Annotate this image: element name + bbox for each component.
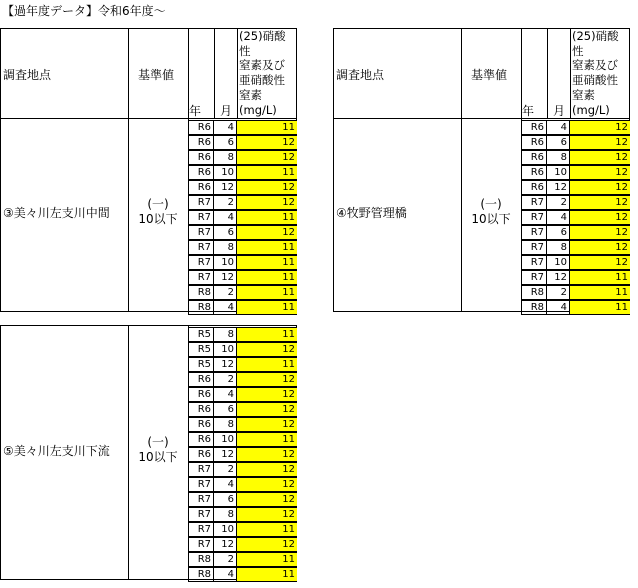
month-cell: 10: [214, 522, 237, 537]
month-cell: 2: [547, 195, 570, 210]
month-cell: 12: [547, 270, 570, 285]
value-cell: 11: [237, 432, 297, 447]
site-name: ④牧野管理橋: [336, 206, 407, 220]
month-cell: 6: [547, 225, 570, 240]
value-cell: 12: [237, 462, 297, 477]
year-cell: R6: [521, 150, 547, 165]
value-cell: 12: [237, 507, 297, 522]
header-item-line: (mg/L): [572, 102, 610, 117]
year-cell: R8: [188, 285, 214, 300]
header-year: 年: [522, 104, 535, 118]
value-cell: 12: [237, 492, 297, 507]
header-month: 月: [553, 104, 566, 118]
value-cell: 11: [237, 270, 297, 285]
value-cell: 12: [570, 165, 630, 180]
month-cell: 4: [214, 387, 237, 402]
value-cell: 11: [237, 357, 297, 372]
year-cell: R8: [521, 300, 547, 315]
month-cell: 10: [547, 165, 570, 180]
value-cell: 11: [237, 210, 297, 225]
header-standard: 基準値: [471, 68, 508, 82]
header-item-line: (mg/L): [239, 102, 277, 117]
year-cell: R6: [521, 180, 547, 195]
header-item: [572, 29, 630, 117]
value-cell: 11: [570, 285, 630, 300]
year-cell: R7: [521, 240, 547, 255]
header-divider: [461, 28, 462, 118]
year-cell: R7: [521, 270, 547, 285]
header-item-line: (25)硝酸: [239, 29, 286, 43]
header-site: 調査地点: [3, 68, 52, 82]
year-cell: R6: [188, 432, 214, 447]
month-cell: 2: [214, 552, 237, 567]
year-cell: R7: [188, 240, 214, 255]
value-cell: 11: [570, 300, 630, 315]
month-cell: 8: [547, 240, 570, 255]
year-cell: R6: [188, 150, 214, 165]
value-cell: 12: [237, 477, 297, 492]
year-cell: R8: [188, 300, 214, 315]
month-cell: 10: [547, 255, 570, 270]
value-cell: 11: [237, 255, 297, 270]
value-cell: 11: [570, 270, 630, 285]
value-cell: 12: [570, 180, 630, 195]
year-cell: R5: [188, 327, 214, 342]
year-cell: R5: [188, 357, 214, 372]
header-item-line: 窒素: [572, 87, 595, 102]
value-cell: 11: [237, 300, 297, 315]
standard-line: (一): [147, 434, 169, 449]
header-item-line: 窒素: [239, 87, 262, 102]
year-cell: R6: [188, 402, 214, 417]
year-cell: R7: [188, 537, 214, 552]
month-cell: 12: [214, 447, 237, 462]
value-cell: 11: [237, 567, 297, 582]
month-cell: 10: [214, 342, 237, 357]
month-cell: 8: [547, 150, 570, 165]
month-cell: 6: [547, 135, 570, 150]
month-cell: 10: [214, 432, 237, 447]
month-cell: 8: [214, 150, 237, 165]
month-cell: 6: [214, 135, 237, 150]
data-table: [0, 325, 297, 580]
year-cell: R7: [188, 255, 214, 270]
year-cell: R8: [188, 567, 214, 582]
year-cell: R6: [188, 180, 214, 195]
value-cell: 11: [237, 552, 297, 567]
value-cell: 12: [570, 135, 630, 150]
month-cell: 2: [214, 462, 237, 477]
month-cell: 8: [214, 417, 237, 432]
value-cell: 12: [237, 387, 297, 402]
year-cell: R7: [521, 225, 547, 240]
month-cell: 12: [214, 357, 237, 372]
standard-line: (一): [480, 197, 502, 211]
data-table: [333, 28, 630, 312]
month-cell: 10: [214, 165, 237, 180]
year-cell: R7: [188, 477, 214, 492]
standard-line: (一): [147, 197, 169, 211]
year-cell: R6: [188, 372, 214, 387]
year-cell: R6: [521, 120, 547, 135]
value-cell: 11: [237, 240, 297, 255]
year-cell: R8: [521, 285, 547, 300]
value-cell: 12: [237, 180, 297, 195]
value-cell: 12: [570, 210, 630, 225]
value-cell: 11: [237, 120, 297, 135]
year-cell: R6: [188, 135, 214, 150]
value-cell: 12: [237, 135, 297, 150]
year-cell: R7: [521, 195, 547, 210]
value-cell: 12: [237, 402, 297, 417]
header-divider: [547, 28, 548, 118]
month-cell: 12: [547, 180, 570, 195]
month-cell: 12: [214, 180, 237, 195]
standard-line: 10以下: [471, 212, 511, 226]
month-cell: 2: [214, 372, 237, 387]
value-cell: 12: [237, 225, 297, 240]
year-cell: R6: [188, 417, 214, 432]
header-divider: [521, 28, 522, 118]
header-item-line: 窒素及び: [239, 58, 285, 73]
month-cell: 4: [547, 210, 570, 225]
value-cell: 11: [237, 522, 297, 537]
header-item-line: 窒素及び: [572, 58, 618, 73]
value-cell: 12: [237, 372, 297, 387]
year-cell: R7: [188, 522, 214, 537]
header-item-line: 亜硝酸性: [572, 73, 618, 88]
header-month: 月: [220, 104, 233, 118]
month-cell: 2: [214, 285, 237, 300]
year-cell: R6: [521, 165, 547, 180]
month-cell: 6: [214, 402, 237, 417]
value-cell: 12: [570, 240, 630, 255]
header-divider: [237, 28, 238, 118]
year-cell: R6: [521, 135, 547, 150]
standard-value: [128, 435, 188, 465]
month-cell: 4: [214, 210, 237, 225]
header-item-line: 性: [239, 43, 251, 58]
year-cell: R6: [188, 447, 214, 462]
header-item: [239, 29, 297, 117]
value-cell: 11: [237, 327, 297, 342]
value-cell: 12: [237, 150, 297, 165]
month-cell: 4: [214, 120, 237, 135]
year-cell: R7: [188, 270, 214, 285]
header-standard: 基準値: [138, 68, 175, 82]
value-cell: 12: [237, 447, 297, 462]
month-cell: 2: [214, 195, 237, 210]
value-cell: 11: [237, 285, 297, 300]
year-cell: R7: [188, 492, 214, 507]
value-cell: 12: [237, 537, 297, 552]
value-cell: 12: [237, 342, 297, 357]
site-name: ⑤美々川左支川下流: [3, 443, 110, 458]
header-item-line: 亜硝酸性: [239, 73, 285, 88]
year-cell: R8: [188, 552, 214, 567]
month-cell: 12: [214, 270, 237, 285]
header-divider: [214, 28, 215, 118]
month-cell: 8: [214, 240, 237, 255]
month-cell: 8: [214, 327, 237, 342]
month-cell: 4: [214, 477, 237, 492]
value-cell: 12: [237, 195, 297, 210]
header-item-line: (25)硝酸: [572, 29, 619, 43]
value-cell: 12: [570, 255, 630, 270]
month-cell: 4: [547, 120, 570, 135]
header-site: 調査地点: [336, 68, 385, 82]
month-cell: 4: [214, 567, 237, 582]
year-cell: R7: [521, 210, 547, 225]
year-cell: R6: [188, 165, 214, 180]
year-cell: R7: [521, 255, 547, 270]
standard-line: 10以下: [138, 212, 178, 226]
month-cell: 8: [214, 507, 237, 522]
month-cell: 12: [214, 537, 237, 552]
month-cell: 4: [214, 300, 237, 315]
month-cell: 4: [547, 300, 570, 315]
month-cell: 6: [214, 492, 237, 507]
year-cell: R7: [188, 210, 214, 225]
year-cell: R7: [188, 507, 214, 522]
year-cell: R7: [188, 195, 214, 210]
value-cell: 12: [570, 195, 630, 210]
value-cell: 11: [237, 165, 297, 180]
header-divider: [570, 28, 571, 118]
value-cell: 12: [570, 120, 630, 135]
month-cell: 2: [547, 285, 570, 300]
standard-value: [128, 197, 188, 227]
header-item-line: 性: [572, 43, 584, 58]
year-cell: R6: [188, 387, 214, 402]
page-title: 【過年度データ】令和6年度～: [2, 4, 166, 18]
site-name: ③美々川左支川中間: [3, 206, 110, 220]
value-cell: 12: [237, 417, 297, 432]
month-cell: 10: [214, 255, 237, 270]
year-cell: R6: [188, 120, 214, 135]
standard-line: 10以下: [138, 449, 178, 464]
header-divider: [188, 28, 189, 118]
year-cell: R7: [188, 462, 214, 477]
year-cell: R7: [188, 225, 214, 240]
standard-value: [461, 197, 521, 227]
header-divider: [128, 28, 129, 118]
value-cell: 12: [570, 150, 630, 165]
value-cell: 12: [570, 225, 630, 240]
data-table: [0, 28, 297, 312]
header-year: 年: [189, 104, 202, 118]
year-cell: R5: [188, 342, 214, 357]
month-cell: 6: [214, 225, 237, 240]
